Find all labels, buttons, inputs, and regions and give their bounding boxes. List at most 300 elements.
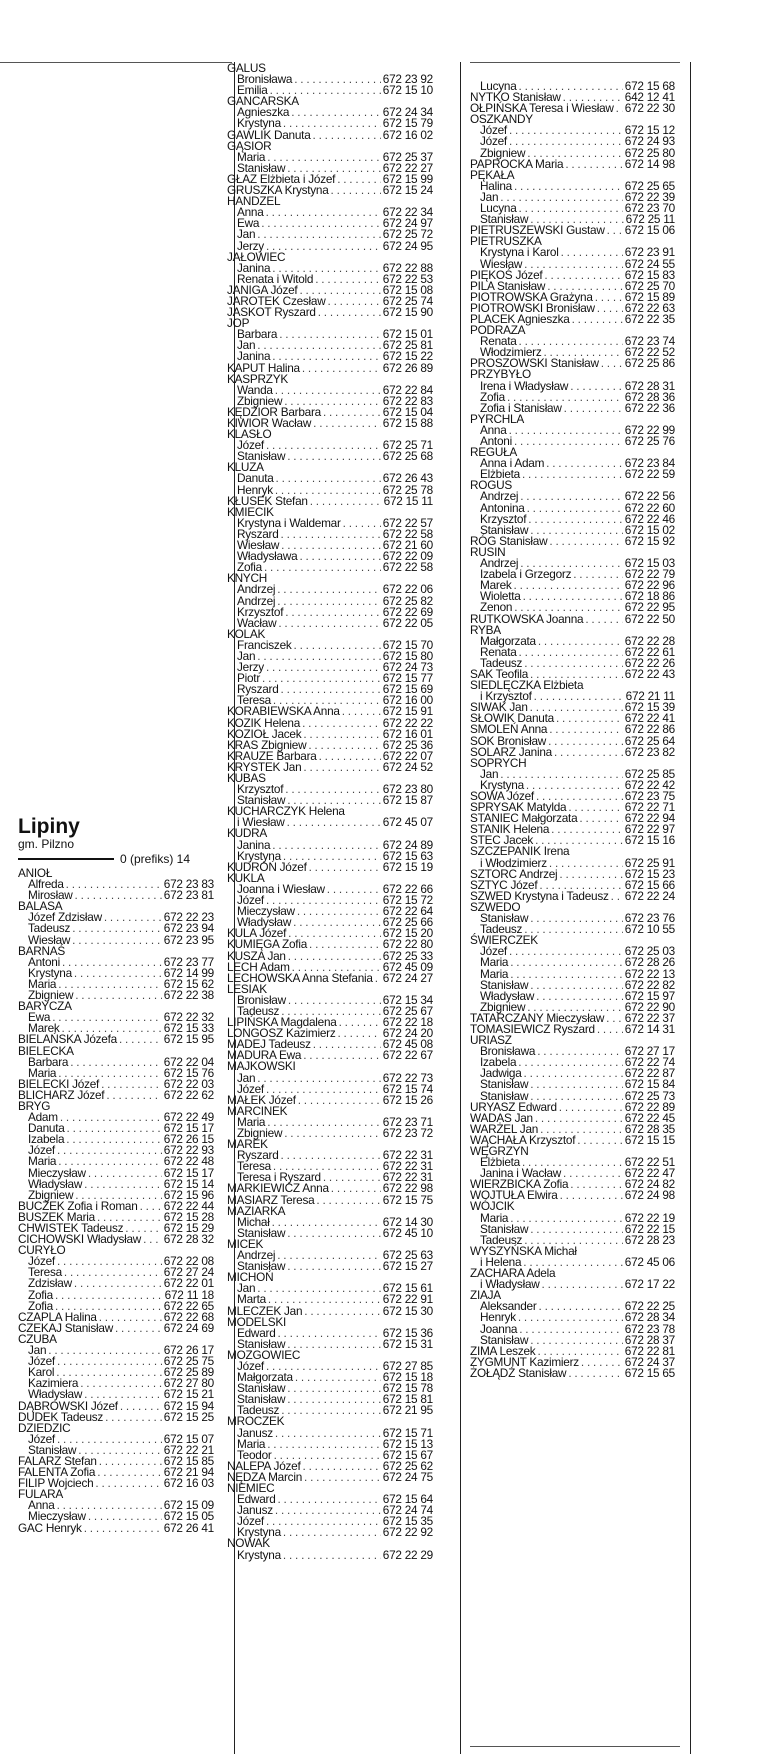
leader-dots bbox=[565, 159, 622, 170]
phone-number: 672 15 06 bbox=[624, 223, 675, 238]
phone-number: 672 25 63 bbox=[382, 1248, 433, 1263]
phone-number: 672 26 43 bbox=[382, 471, 433, 486]
listing-name: Renata i Witold bbox=[237, 271, 314, 286]
listing-name: Janina i Wacław bbox=[480, 1166, 562, 1181]
listing-name: Zbigniew bbox=[237, 1126, 283, 1140]
phone-number: 672 15 07 bbox=[163, 1431, 214, 1446]
phone-number: 672 15 05 bbox=[163, 1509, 214, 1524]
phone-number: 672 15 97 bbox=[624, 988, 675, 1003]
leader-dots bbox=[262, 673, 381, 684]
leader-dots bbox=[140, 1201, 162, 1212]
phone-number: 672 28 34 bbox=[624, 1310, 675, 1325]
listing-name: Stanisław bbox=[237, 449, 286, 464]
leader-dots bbox=[99, 1456, 162, 1467]
listing-name: Bronisława bbox=[237, 72, 293, 87]
listing-name: JOP bbox=[227, 316, 250, 331]
listing-name: Bronisława bbox=[480, 1044, 536, 1059]
phone-number: 672 15 29 bbox=[163, 1221, 214, 1235]
leader-dots bbox=[66, 879, 162, 890]
phone-number: 672 22 29 bbox=[382, 1547, 433, 1562]
listing-name: Józef bbox=[237, 438, 264, 453]
leader-dots bbox=[549, 724, 623, 735]
listing-name: Wioletta bbox=[480, 589, 521, 604]
leader-dots bbox=[542, 1279, 623, 1290]
listing-name: FILIP Wojciech bbox=[18, 1476, 94, 1491]
listing-name: KMIECIK bbox=[227, 504, 274, 519]
listing-name: Krystyna bbox=[237, 1547, 281, 1562]
phone-number: 672 22 61 bbox=[624, 644, 675, 659]
leader-dots bbox=[577, 1135, 623, 1146]
leader-dots bbox=[74, 968, 162, 979]
phone-number: 672 22 03 bbox=[163, 1076, 214, 1091]
listing-name: MASIARZ Teresa bbox=[227, 1192, 315, 1207]
phone-number: 672 23 72 bbox=[382, 1126, 433, 1140]
leader-dots bbox=[287, 451, 381, 462]
phone-number: 672 15 88 bbox=[382, 416, 433, 430]
listing-name: WOJTUŁA Elwira bbox=[470, 1188, 558, 1203]
leader-dots bbox=[528, 514, 623, 525]
phone-number: 672 15 74 bbox=[382, 1081, 433, 1096]
listing-name: Krystyna bbox=[237, 848, 281, 863]
phone-number: 672 22 45 bbox=[624, 1110, 675, 1125]
listing-name: TATARCZANY Mieczysław bbox=[470, 1010, 605, 1025]
listing-name: KLASŁO bbox=[227, 427, 272, 442]
listing-name: Józef bbox=[28, 1254, 55, 1269]
phone-number: 672 15 36 bbox=[382, 1325, 433, 1340]
leader-dots bbox=[302, 363, 381, 374]
phone-number: 672 15 17 bbox=[163, 1121, 214, 1136]
phone-number: 672 16 01 bbox=[382, 726, 433, 741]
leader-dots bbox=[530, 1335, 623, 1346]
phone-number: 672 22 79 bbox=[624, 567, 675, 582]
listing-name: LESIAK bbox=[227, 981, 267, 996]
phone-number: 672 15 72 bbox=[382, 893, 433, 908]
listing-name: Tadeusz bbox=[480, 922, 523, 937]
listing-name: i Helena bbox=[480, 1254, 522, 1269]
leader-dots bbox=[60, 1112, 162, 1123]
phone-number: 672 22 99 bbox=[624, 422, 675, 437]
leader-dots bbox=[257, 651, 380, 662]
phone-number: 672 15 25 bbox=[163, 1409, 214, 1424]
listing-name: PYRCHLA bbox=[470, 411, 524, 426]
listing-name: Maria bbox=[237, 1114, 266, 1129]
listing-name: GĄSIOR bbox=[227, 138, 272, 153]
listing-name: Jerzy bbox=[237, 660, 264, 675]
listing-name: WYSZYŃSKA Michał bbox=[470, 1243, 577, 1258]
phone-number: 672 22 43 bbox=[624, 666, 675, 681]
listing-name: OSZKANDY bbox=[470, 112, 533, 127]
phone-number: 672 24 89 bbox=[382, 837, 433, 852]
listing-name: Małgorzata bbox=[237, 1370, 293, 1385]
listing-name: KLUZA bbox=[227, 460, 264, 475]
leader-dots bbox=[287, 1339, 381, 1350]
phone-number: 672 22 23 bbox=[163, 910, 214, 925]
phone-number: 672 22 39 bbox=[624, 189, 675, 204]
leader-dots bbox=[281, 1405, 381, 1416]
listing-name: Anna i Adam bbox=[480, 456, 545, 471]
phone-number: 672 15 09 bbox=[163, 1498, 214, 1513]
listing-name: Władysław bbox=[28, 1387, 83, 1402]
listing-name: Andrzej bbox=[237, 1248, 276, 1263]
listing-name: RYBA bbox=[470, 622, 501, 637]
listing-name: KUSZA Jan bbox=[227, 948, 286, 963]
phone-number: 672 22 24 bbox=[624, 888, 675, 903]
phone-number: 672 25 89 bbox=[163, 1365, 214, 1380]
leader-dots bbox=[257, 340, 380, 351]
phone-number: 672 14 31 bbox=[624, 1021, 675, 1036]
phone-number: 672 22 49 bbox=[163, 1110, 214, 1125]
listing-name: Stanisław bbox=[480, 522, 529, 537]
leader-dots bbox=[288, 951, 381, 962]
phone-number: 672 15 67 bbox=[382, 1447, 433, 1462]
phone-number: 672 15 85 bbox=[163, 1453, 214, 1468]
phone-number: 672 15 21 bbox=[163, 1387, 214, 1402]
leader-dots bbox=[302, 718, 381, 729]
phone-number: 672 22 94 bbox=[624, 811, 675, 826]
leader-dots bbox=[261, 218, 381, 229]
phone-number: 672 23 78 bbox=[624, 1321, 675, 1336]
phone-number: 672 26 41 bbox=[163, 1520, 214, 1535]
listing-name: GRUSZKA Krystyna bbox=[227, 183, 329, 198]
listing-name: ZYGMUNT Kazimierz bbox=[470, 1354, 579, 1369]
leader-dots bbox=[310, 496, 382, 507]
listing-column-1 bbox=[18, 868, 214, 1534]
phone-number: 672 23 74 bbox=[624, 334, 675, 349]
phone-number: 672 22 42 bbox=[624, 777, 675, 792]
leader-dots bbox=[291, 107, 381, 118]
listing-name: PRZYBYŁO bbox=[470, 367, 531, 382]
leader-dots bbox=[287, 1394, 381, 1405]
leader-dots bbox=[97, 1467, 162, 1478]
listing-name: SZWEDO bbox=[470, 899, 521, 914]
phone-number: 672 22 28 bbox=[624, 633, 675, 648]
phone-number: 672 26 17 bbox=[163, 1343, 214, 1358]
phone-number: 672 22 69 bbox=[382, 604, 433, 619]
leader-dots bbox=[257, 1283, 380, 1294]
leader-dots bbox=[375, 973, 381, 984]
leader-dots bbox=[266, 207, 381, 218]
leader-dots bbox=[606, 1013, 623, 1024]
phone-number: 672 25 82 bbox=[382, 593, 433, 608]
listing-name: KNYCH bbox=[227, 571, 268, 586]
listing-name: CZUBA bbox=[18, 1331, 57, 1346]
listing-name: CICHOWSKI Władysław bbox=[18, 1232, 142, 1247]
listing-name: Zofia bbox=[480, 389, 505, 404]
listing-name: Krystyna bbox=[480, 777, 524, 792]
phone-number: 672 22 60 bbox=[624, 500, 675, 515]
listing-name: Józef Zdzisław bbox=[28, 910, 102, 925]
listing-name: Stanisław bbox=[480, 1221, 529, 1236]
leader-dots bbox=[313, 418, 381, 429]
phone-number: 672 25 75 bbox=[163, 1354, 214, 1369]
phone-number: 672 22 63 bbox=[624, 300, 675, 315]
listing-name: Jan bbox=[237, 227, 256, 242]
phone-number: 672 25 62 bbox=[382, 1458, 433, 1473]
listing-name: KULA Józef bbox=[227, 926, 287, 941]
listing-name: Zofia bbox=[28, 1287, 53, 1302]
leader-dots bbox=[509, 425, 623, 436]
phone-number: 672 25 36 bbox=[382, 737, 433, 752]
listing-name: BUSZEK Maria bbox=[18, 1209, 95, 1224]
listing-name: JAŁOWIEC bbox=[227, 249, 286, 264]
phone-number: 672 15 79 bbox=[382, 116, 433, 131]
listing-name: KASPRZYK bbox=[227, 371, 288, 386]
phone-number: 672 21 60 bbox=[382, 538, 433, 553]
leader-dots bbox=[278, 1494, 381, 1505]
listing-name: Tadeusz bbox=[28, 921, 71, 936]
phone-number: 672 22 98 bbox=[382, 1181, 433, 1196]
leader-dots bbox=[298, 1095, 381, 1106]
listing-name: Aleksander bbox=[480, 1299, 537, 1314]
phone-number: 672 22 58 bbox=[382, 526, 433, 541]
leader-dots bbox=[119, 1034, 162, 1045]
listing-name: KRYSTEK Jan bbox=[227, 759, 302, 774]
leader-dots bbox=[556, 713, 623, 724]
listing-name: Jan bbox=[237, 1281, 256, 1296]
leader-dots bbox=[88, 1168, 162, 1179]
prefix-label: 0 (prefiks) 14 bbox=[119, 852, 190, 866]
listing-name: Zbigniew bbox=[480, 999, 526, 1014]
phone-number: 672 22 22 bbox=[382, 715, 433, 730]
leader-dots bbox=[95, 1478, 161, 1489]
phone-number: 672 23 82 bbox=[624, 744, 675, 759]
leader-dots bbox=[67, 1123, 162, 1134]
phone-number: 672 45 07 bbox=[382, 815, 433, 830]
phone-number: 672 15 81 bbox=[382, 1392, 433, 1407]
phone-number: 672 22 01 bbox=[163, 1276, 214, 1291]
listing-name: Krystyna bbox=[28, 965, 72, 980]
leader-dots bbox=[106, 1090, 161, 1101]
listing-name: Stanisław bbox=[28, 1442, 77, 1457]
listing-name: Stanisław bbox=[480, 911, 529, 926]
phone-number: 672 23 71 bbox=[382, 1114, 433, 1129]
listing-name: RÓG Stanisław bbox=[470, 533, 548, 548]
phone-number: 672 22 62 bbox=[163, 1087, 214, 1102]
listing-name: BIELECKA bbox=[18, 1043, 74, 1058]
phone-number: 672 45 06 bbox=[624, 1254, 675, 1269]
phone-number: 672 22 66 bbox=[382, 881, 433, 896]
leader-dots bbox=[534, 691, 624, 702]
leader-dots bbox=[530, 980, 623, 991]
listing-name: STANIEC Małgorzata bbox=[470, 811, 578, 826]
leader-dots bbox=[48, 1345, 161, 1356]
listing-name: i Władysław bbox=[480, 1277, 540, 1292]
phone-number: 672 23 95 bbox=[163, 932, 214, 947]
phone-number: 672 25 03 bbox=[624, 944, 675, 959]
leader-dots bbox=[585, 614, 622, 625]
listing-name: BRYG bbox=[18, 1098, 51, 1113]
phone-number: 672 24 75 bbox=[382, 1469, 433, 1484]
phone-number: 672 15 14 bbox=[163, 1176, 214, 1191]
listing-name: Stanisław bbox=[237, 1259, 286, 1274]
prefix-bar bbox=[18, 858, 114, 860]
listing-name: Jan bbox=[480, 766, 499, 781]
phone-number: 672 22 65 bbox=[163, 1298, 214, 1313]
listing-name: Barbara bbox=[237, 327, 278, 342]
leader-dots bbox=[143, 1234, 162, 1245]
leader-dots bbox=[288, 995, 381, 1006]
phone-number: 672 15 02 bbox=[624, 522, 675, 537]
phone-number: 672 15 87 bbox=[382, 793, 433, 808]
leader-dots bbox=[278, 618, 380, 629]
leader-dots bbox=[272, 840, 381, 851]
leader-dots bbox=[295, 1372, 381, 1383]
phone-number: 672 22 80 bbox=[382, 937, 433, 952]
leader-dots bbox=[343, 518, 381, 529]
listing-name: DUDEK Tadeusz bbox=[18, 1409, 104, 1424]
phone-number: 672 22 88 bbox=[382, 260, 433, 275]
listing-name: Władysław bbox=[28, 1176, 83, 1191]
phone-number: 672 28 31 bbox=[624, 378, 675, 393]
listing-name: Antoni bbox=[480, 434, 512, 448]
phone-number: 672 15 23 bbox=[624, 866, 675, 881]
leader-dots bbox=[573, 569, 623, 580]
listing-name: Jan bbox=[28, 1343, 47, 1358]
leader-dots bbox=[277, 584, 381, 595]
leader-dots bbox=[283, 1550, 381, 1561]
listing-name: MAŁEK Józef bbox=[227, 1092, 296, 1107]
listing-name: Irena i Władysław bbox=[480, 378, 569, 393]
listing-name: Maria bbox=[28, 1154, 57, 1169]
listing-name: NIEMIEC bbox=[227, 1481, 275, 1495]
listing-name: Franciszek bbox=[237, 637, 292, 652]
leader-dots bbox=[277, 596, 381, 607]
listing-name: PIOTROWSKI Bronisław bbox=[470, 300, 595, 315]
listing-name: Tadeusz bbox=[480, 1232, 523, 1247]
listing-name: LECH Adam bbox=[227, 959, 290, 974]
listing-name: Jan bbox=[237, 1070, 256, 1085]
leader-dots bbox=[294, 74, 381, 85]
phone-number: 672 21 94 bbox=[163, 1465, 214, 1480]
leader-dots bbox=[536, 991, 623, 1002]
leader-dots bbox=[520, 491, 623, 502]
listing-name: Mieczysław bbox=[237, 904, 295, 919]
prefix-row bbox=[18, 852, 190, 866]
leader-dots bbox=[616, 103, 623, 114]
town-name: Lipiny bbox=[18, 815, 80, 838]
listing-name: Teresa bbox=[28, 1265, 62, 1280]
leader-dots bbox=[84, 1179, 162, 1190]
leader-dots bbox=[278, 1328, 381, 1339]
leader-dots bbox=[57, 1356, 162, 1367]
phone-number: 672 15 62 bbox=[163, 976, 214, 991]
phone-number: 672 24 73 bbox=[382, 660, 433, 675]
phone-number: 672 25 81 bbox=[382, 338, 433, 353]
phone-number: 672 15 90 bbox=[382, 305, 433, 320]
listing-name: BARNAŚ bbox=[18, 943, 66, 958]
listing-name: KĘDZIOR Barbara bbox=[227, 404, 321, 419]
leader-dots bbox=[549, 858, 623, 869]
leader-dots bbox=[611, 891, 623, 902]
listing-name: Stanisław bbox=[480, 1332, 529, 1347]
phone-number: 672 21 11 bbox=[625, 689, 675, 704]
phone-number: 672 22 71 bbox=[624, 800, 675, 815]
listing-name: ŻOŁĄDŹ Stanisław bbox=[470, 1365, 567, 1380]
listing-name: Piotr bbox=[237, 671, 261, 686]
listing-name: Maria bbox=[28, 1065, 57, 1080]
leader-dots bbox=[327, 884, 381, 895]
phone-number: 672 22 74 bbox=[624, 1055, 675, 1070]
listing-name: Zdzisław bbox=[28, 1276, 72, 1291]
phone-number: 672 22 15 bbox=[624, 1221, 675, 1236]
listing-name: KUKLA bbox=[227, 870, 265, 885]
phone-number: 672 22 64 bbox=[382, 904, 433, 919]
leader-dots bbox=[570, 1179, 623, 1190]
leader-dots bbox=[266, 1516, 381, 1527]
phone-number: 672 15 89 bbox=[624, 289, 675, 304]
listing-name: Józef bbox=[237, 1514, 264, 1529]
listing-name: Teresa i Ryszard bbox=[237, 1170, 321, 1185]
leader-dots bbox=[75, 990, 162, 1001]
listing-name: Władysława bbox=[237, 549, 298, 564]
leader-dots bbox=[514, 181, 623, 192]
listing-name: SOLARZ Janina bbox=[470, 744, 552, 759]
phone-number: 672 25 68 bbox=[382, 449, 433, 464]
listing-name: Jan bbox=[237, 648, 256, 663]
listing-name: STEC Jacek bbox=[470, 833, 534, 848]
phone-number: 672 25 65 bbox=[624, 178, 675, 193]
leader-dots bbox=[287, 817, 381, 828]
phone-number: 672 22 67 bbox=[382, 1048, 433, 1063]
phone-number: 672 22 37 bbox=[624, 1010, 675, 1025]
phone-number: 672 45 09 bbox=[382, 959, 433, 974]
top-rule-left bbox=[0, 62, 232, 63]
phone-number: 672 22 68 bbox=[163, 1309, 214, 1324]
phone-number: 672 22 13 bbox=[624, 966, 675, 981]
listing-name: Stanisław bbox=[480, 1088, 529, 1103]
listing-name: Maria bbox=[237, 149, 266, 164]
phone-number: 672 24 98 bbox=[624, 1188, 675, 1203]
phone-number: 672 25 85 bbox=[624, 766, 675, 781]
phone-number: 672 22 36 bbox=[624, 400, 675, 415]
leader-dots bbox=[264, 562, 381, 573]
leader-dots bbox=[266, 662, 381, 673]
leader-dots bbox=[72, 923, 162, 934]
listing-name: Stanisław bbox=[237, 1336, 286, 1351]
listing-name: Jan bbox=[480, 189, 499, 204]
listing-name: Stanisław bbox=[480, 977, 529, 992]
leader-dots bbox=[72, 935, 162, 946]
leader-dots bbox=[519, 203, 623, 214]
phone-number: 672 25 67 bbox=[382, 1003, 433, 1018]
listing-name: Stanisław bbox=[237, 160, 286, 175]
phone-number: 672 23 84 bbox=[624, 456, 675, 471]
phone-number: 672 22 38 bbox=[163, 988, 214, 1003]
leader-dots bbox=[104, 912, 162, 923]
phone-number: 672 22 30 bbox=[624, 101, 675, 116]
phone-number: 672 22 05 bbox=[382, 615, 433, 630]
listing-column-3 bbox=[470, 81, 675, 1379]
leader-dots bbox=[303, 729, 380, 740]
listing-name: Andrzej bbox=[480, 489, 519, 504]
listing-name: STANIK Helena bbox=[470, 822, 550, 837]
phone-number: 672 22 95 bbox=[624, 600, 675, 615]
listing-name: SŁOWIK Danuta bbox=[470, 711, 554, 726]
phone-number: 672 25 33 bbox=[382, 948, 433, 963]
phone-number: 672 22 91 bbox=[382, 1292, 433, 1307]
phone-number: 672 23 94 bbox=[163, 921, 214, 936]
listing-name: Józef bbox=[480, 944, 507, 959]
phone-number: 672 27 17 bbox=[624, 1044, 675, 1059]
listing-name: Karol bbox=[28, 1365, 55, 1380]
leader-dots bbox=[84, 1523, 162, 1534]
listing-name: PĘKAŁA bbox=[470, 167, 515, 182]
listing-name: KUDROŃ Józef bbox=[227, 859, 307, 874]
listing-name: KUCHARCZYK Helena bbox=[227, 804, 345, 819]
listing-name: CZEKAJ Stanisław bbox=[18, 1320, 113, 1335]
phone-number: 672 22 35 bbox=[624, 311, 675, 326]
phone-number: 672 15 18 bbox=[382, 1370, 433, 1385]
